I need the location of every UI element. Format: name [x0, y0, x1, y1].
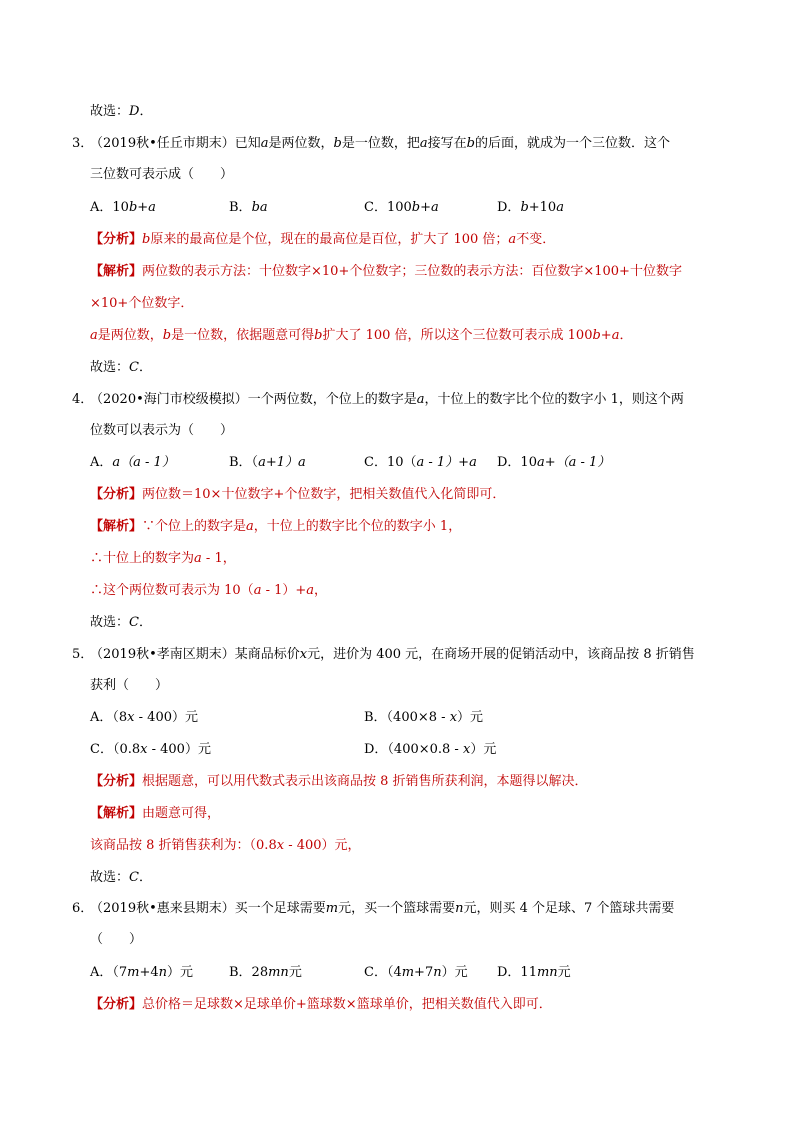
q6-option-d[interactable]: D．11mn元: [497, 965, 571, 980]
q3-solution-line1: 【解析】两位数的表示方法：十位数字×10+个位数字；三位数的表示方法：百位数字×100+十位数字: [90, 264, 682, 279]
q4-solution-line1: 【解析】∵个位上的数字是a，十位上的数字比个位的数字小 1，: [90, 519, 462, 534]
question-number-4: 4．: [72, 392, 94, 407]
q4-option-b[interactable]: B．（a+1）a: [229, 455, 306, 470]
q5-solution-line2: 该商品按 8 折销售获利为：（0.8x - 400）元，: [90, 838, 361, 853]
q3-option-c[interactable]: C．100b+a: [364, 200, 439, 215]
q6-analysis: 【分析】总价格＝足球数×足球单价+篮球数×篮球单价，把相关数值代入即可．: [90, 997, 552, 1012]
question-6-text-line1: （2019秋•惠来县期末）买一个足球需要m元，买一个篮球需要n元，则买 4 个足球、7 个篮球共需要: [90, 901, 675, 916]
q5-answer: 故选：C．: [90, 870, 152, 885]
question-number-5: 5．: [72, 647, 94, 662]
q5-option-b[interactable]: B．（400×8 - x）元: [364, 710, 484, 725]
question-3-text-line1: （2019秋•任丘市期末）已知a是两位数，b是一位数，把a接写在b的后面，就成为一个三位数．这个: [90, 136, 671, 151]
q5-option-a[interactable]: A．（8x - 400）元: [90, 710, 198, 725]
q3-option-d[interactable]: D．b+10a: [497, 200, 564, 215]
q6-option-a[interactable]: A．（7m+4n）元: [90, 965, 194, 980]
question-number-3: 3．: [72, 136, 94, 151]
question-6-text-line2: （ ）: [90, 932, 143, 947]
answer-line-prev: 故选：D．: [90, 104, 153, 119]
q6-option-c[interactable]: C．（4m+7n）元: [364, 965, 468, 980]
question-4-text-line2: 位数可以表示为（ ）: [90, 423, 234, 438]
q5-option-d[interactable]: D．（400×0.8 - x）元: [364, 742, 497, 757]
q3-analysis: 【分析】b原来的最高位是个位，现在的最高位是百位，扩大了 100 倍；a不变．: [90, 232, 556, 247]
q5-analysis: 【分析】根据题意，可以用代数式表示出该商品按 8 折销售所获利润，本题得以解决．: [90, 774, 588, 789]
q3-solution-line3: a是两位数，b是一位数，依据题意可得b扩大了 100 倍，所以这个三位数可表示成 100b+a．: [90, 328, 633, 343]
q4-solution-line3: ∴这个两位数可表示为 10（a - 1）+a，: [90, 583, 328, 598]
q5-option-c[interactable]: C．（0.8x - 400）元: [90, 742, 211, 757]
question-5-text-line1: （2019秋•孝南区期末）某商品标价x元，进价为 400 元，在商场开展的促销活动中，该商品按 8 折销售: [90, 647, 695, 662]
q3-solution-line2: ×10+个位数字．: [90, 296, 194, 311]
question-4-text-line1: （2020•海门市校级模拟）一个两位数，个位上的数字是a，十位上的数字比个位的数字小 1，则这个两: [90, 392, 684, 407]
q3-option-a[interactable]: A．10b+a: [90, 200, 156, 215]
q5-solution-line1: 【解析】由题意可得，: [90, 806, 221, 821]
q4-solution-line2: ∴十位上的数字为a - 1，: [90, 551, 236, 566]
question-number-6: 6．: [72, 901, 94, 916]
q3-answer: 故选：C．: [90, 360, 152, 375]
q4-option-d[interactable]: D．10a+（a - 1）: [497, 455, 611, 470]
question-3-text-line2: 三位数可表示成（ ）: [90, 167, 234, 182]
q4-analysis: 【分析】两位数＝10×十位数字+个位数字，把相关数值代入化简即可．: [90, 487, 506, 502]
q6-option-b[interactable]: B．28mn元: [229, 965, 302, 980]
q4-answer: 故选：C．: [90, 615, 152, 630]
q4-option-c[interactable]: C．10（a - 1）+a: [364, 455, 477, 470]
q4-option-a[interactable]: A．a（a - 1）: [90, 455, 175, 470]
question-5-text-line2: 获利（ ）: [90, 678, 169, 693]
q3-option-b[interactable]: B．ba: [229, 200, 268, 215]
